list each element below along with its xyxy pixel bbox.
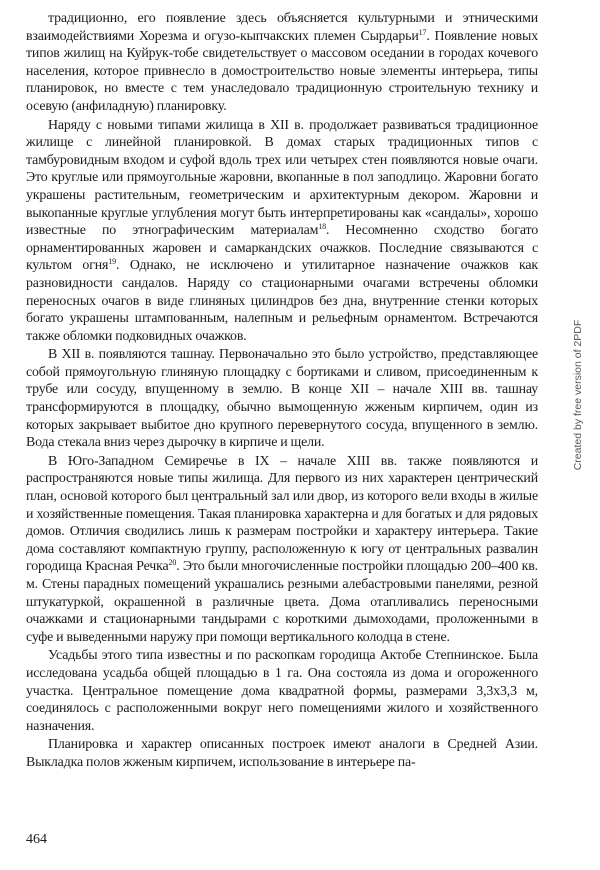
body-paragraph (26, 346, 538, 452)
paragraph-text: . Появление новых типов жилищ на Куйрук-тобе свидетельствует о массовом оседании в городах кочевого населения, которое привнесло в домостроительство новые элементы интерьера, типы планировок, но вместе с тем унаследовало традиционную строительную технику и осевую (анфиладную) планировку. (26, 28, 538, 114)
footnote-marker: 20 (168, 558, 177, 568)
paragraph-text: Планировка и характер описанных построек имеют аналоги в Средней Азии. Выкладка полов жженым кирпичем, использование в интерьере па- (26, 737, 538, 770)
paragraph-text: традиционно, его появление здесь объясняется культурными и этническими взаимодействиями Хорезма и огузо-кыпчакских племен Сырдарьи (26, 11, 538, 44)
paragraph-text: В Юго-Западном Семиречье в IX – начале XIII вв. также появляются и распространяются новые типы жилища. Для первого из них характерен центрический план, основой которого был центральный зал или двор, из которого вели входы в жилые и хозяйственные помещения. Такая планировка характерна и для богатых и для рядовых домов. Отличия сводились лишь к размерам постройки и характеру интерьера. Такие дома составляют компактную группу, расположенную к югу от центральных развалин городища Красная Речка (26, 453, 538, 575)
paragraph-text: . Несомненно сходство богато орнаментированных жаровен и самаркандских очажков. Последние связываются с культом огня (26, 223, 539, 274)
body-paragraph (26, 736, 538, 771)
body-paragraph (26, 10, 538, 116)
paragraph-text: Усадьбы этого типа известны и по раскопкам городища Актобе Степнинское. Была исследована усадьба общей площадью в 1 га. Она состояла из дома и огороженного участка. Центральное помещение дома квадратной формы, размерами 3,3х3,3 м, соединялось с расположенными вокруг него помещениями жилого и хозяйственного назначения. (26, 648, 538, 734)
paragraph-text: . Однако, не исключено и утилитарное назначение очажков как разновидности сандалов. Наряду со стационарными очагами встречены обломки переносных очагов в виде глиняных цилиндров без дна, внутренние стенки которых богато украшены штампованным, налепным и рельефным орнаментом. Встречаются также обломки подковидных очажков. (26, 258, 538, 344)
watermark-text: Created by free version of 2PDF (572, 319, 584, 471)
text-column (26, 10, 538, 772)
page-number: 464 (26, 832, 47, 847)
body-paragraph (26, 647, 538, 735)
paragraph-text: . Это были многочисленные постройки площадью 200–400 кв. м. Стены парадных помещений украшались резными алебастровыми панелями, резной штукатуркой, окрашенной в различные цвета. Дома отапливались переносными очажками и стационарными тандырами с короткими дымоходами, проложенными в суфе и выведенными наружу при помощи вертикального колодца в стене. (26, 559, 538, 645)
footnote-marker: 18 (318, 222, 327, 232)
paragraph-text: В XII в. появляются ташнау. Первоначально это было устройство, представляющее собой прямоугольную глиняную площадку с бортиками и сливом, присоединенным к трубе или сосуду, впущенному в землю. В конце XII – начале XIII вв. ташнау трансформируются в площадку, обычно вымощенную жженым кирпичем, один из которых закрывает выбитое дно крупного перевернутого сосуда, впущенного в землю. Вода стекала вниз через дырочку в кирпиче и щели. (26, 347, 538, 451)
footnote-marker: 17 (418, 27, 427, 37)
body-paragraph (26, 117, 538, 346)
footnote-marker: 19 (108, 257, 116, 267)
paragraph-text: Наряду с новыми типами жилища в XII в. продолжает развиваться традиционное жилище с линейной планировкой. В домах старых традиционных типов с тамбуровидным входом и суфой вдоль трех или четырех стен появляются новые очаги. Это круглые или прямоугольные жаровни, вкопанные в пол заподлицо. Жаровни богато украшены растительным, геометрическим и архитектурным декором. Жаровни и выкопанные круглые углубления могут быть интерпретированы как «сандалы», хорошо известные по этнографическим материалам (26, 117, 538, 239)
body-paragraph (26, 453, 538, 647)
